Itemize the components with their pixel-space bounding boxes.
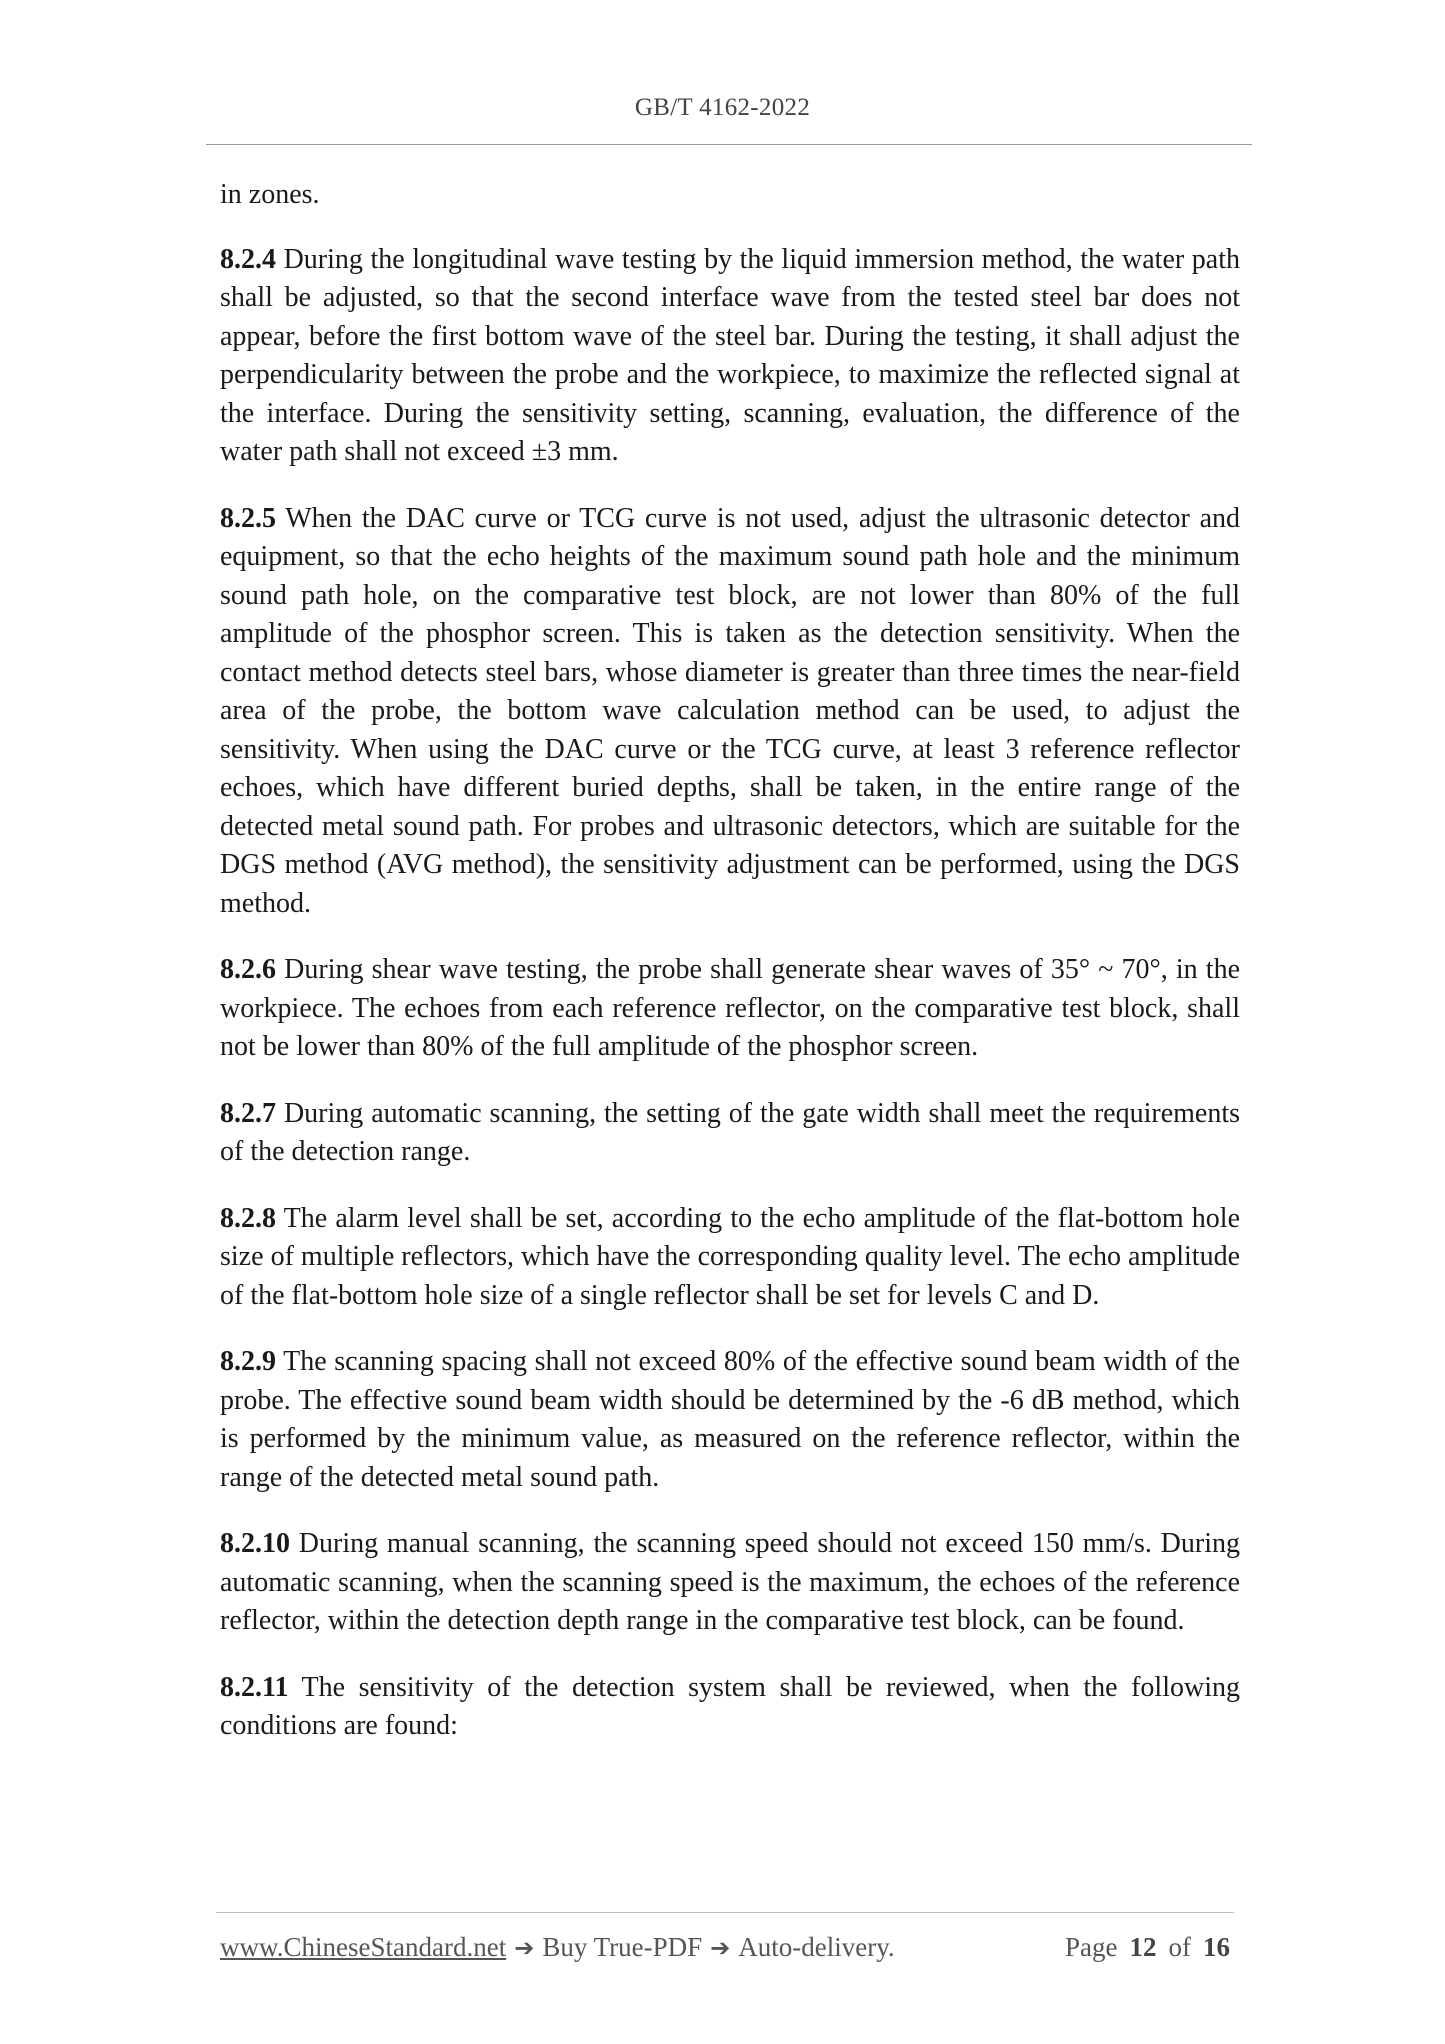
clause-8-2-9	[220, 1343, 1240, 1497]
clause-text: During the longitudinal wave testing by the liquid immersion method, the water path shall be adjusted, so that the second interface wave from the tested steel bar does not appear, before the first bottom wave of the steel bar. During the testing, it shall adjust the perpendicularity between the probe and the workpiece, to maximize the reflected signal at the interface. During the sensitivity setting, scanning, evaluation, the difference of the water path shall not exceed ±3 mm.	[220, 243, 1240, 467]
page-footer	[220, 1932, 1230, 1963]
clause-8-2-5	[220, 500, 1240, 924]
clause-text: During manual scanning, the scanning speed should not exceed 150 mm/s. During automatic scanning, when the scanning speed is the maximum, the echoes of the reference reflector, within the detection depth range in the comparative test block, can be found.	[220, 1528, 1241, 1636]
document-body	[220, 176, 1240, 1774]
paragraph-text: in zones.	[220, 179, 320, 210]
document-header: GB/T 4162-2022	[634, 94, 811, 121]
page-total: 16	[1203, 1932, 1230, 1962]
footer-promo	[220, 1932, 895, 1963]
site-link[interactable]: www.ChineseStandard.net	[220, 1932, 507, 1962]
clause-8-2-10	[220, 1525, 1240, 1641]
footer-divider	[216, 1912, 1234, 1913]
buy-text: Buy True-PDF	[542, 1932, 703, 1962]
clause-text: When the DAC curve or TCG curve is not used, adjust the ultrasonic detector and equipment, so that the echo heights of the maximum sound path hole and the minimum sound path hole, on the comparative test block, are not lower than 80% of the full amplitude of the phosphor screen. This is taken as the detection sensitivity. When the contact method detects steel bars, whose diameter is greater than three times the near-field area of the probe, the bottom wave calculation method can be used, to adjust the sensitivity. When using the DAC curve or the TCG curve, at least 3 reference reflector echoes, which have different buried depths, shall be taken, in the entire range of the detected metal sound path. For probes and ultrasonic detectors, which are suitable for the DGS method (AVG method), the sensitivity adjustment can be performed, using the DGS method.	[220, 502, 1240, 919]
clause-8-2-11	[220, 1669, 1240, 1746]
right-arrow-icon: ➔	[514, 1934, 535, 1962]
clause-number: 8.2.6	[220, 954, 276, 985]
clause-number: 8.2.10	[220, 1528, 290, 1559]
delivery-text: Auto-delivery.	[738, 1932, 895, 1962]
of-label: of	[1168, 1932, 1191, 1962]
clause-8-2-7	[220, 1095, 1240, 1172]
clause-number: 8.2.11	[220, 1671, 289, 1703]
paragraph-continuation	[220, 176, 1240, 215]
page-current: 12	[1129, 1932, 1157, 1962]
clause-text: The sensitivity of the detection system shall be reviewed, when the following conditions are found:	[220, 1671, 1240, 1741]
clause-8-2-8	[220, 1200, 1240, 1316]
clause-number: 8.2.5	[220, 502, 276, 534]
header-divider	[206, 144, 1252, 145]
clause-8-2-4	[220, 241, 1240, 472]
clause-number: 8.2.9	[220, 1346, 276, 1377]
clause-text: The alarm level shall be set, according to the echo amplitude of the flat-bottom hole size of multiple reflectors, which have the corresponding quality level. The echo amplitude of the flat-bottom hole size of a single reflector shall be set for levels C and D.	[220, 1202, 1241, 1311]
clause-number: 8.2.4	[220, 243, 276, 275]
right-arrow-icon: ➔	[710, 1934, 731, 1962]
page-label: Page	[1065, 1932, 1118, 1962]
clause-8-2-6	[220, 951, 1240, 1067]
clause-text: The scanning spacing shall not exceed 80% of the effective sound beam width of the probe. The effective sound beam width should be determined by the -6 dB method, which is performed by the minimum value, as measured on the reference reflector, within the range of the detected metal sound path.	[220, 1346, 1240, 1493]
clause-text: During automatic scanning, the setting of the gate width shall meet the requirements of the detection range.	[220, 1097, 1241, 1167]
clause-number: 8.2.8	[220, 1202, 276, 1234]
clause-text: During shear wave testing, the probe shall generate shear waves of 35° ~ 70°, in the workpiece. The echoes from each reference reflector, on the comparative test block, shall not be lower than 80% of the full amplitude of the phosphor screen.	[220, 954, 1241, 1062]
clause-number: 8.2.7	[220, 1097, 276, 1129]
page-indicator	[1065, 1932, 1230, 1963]
